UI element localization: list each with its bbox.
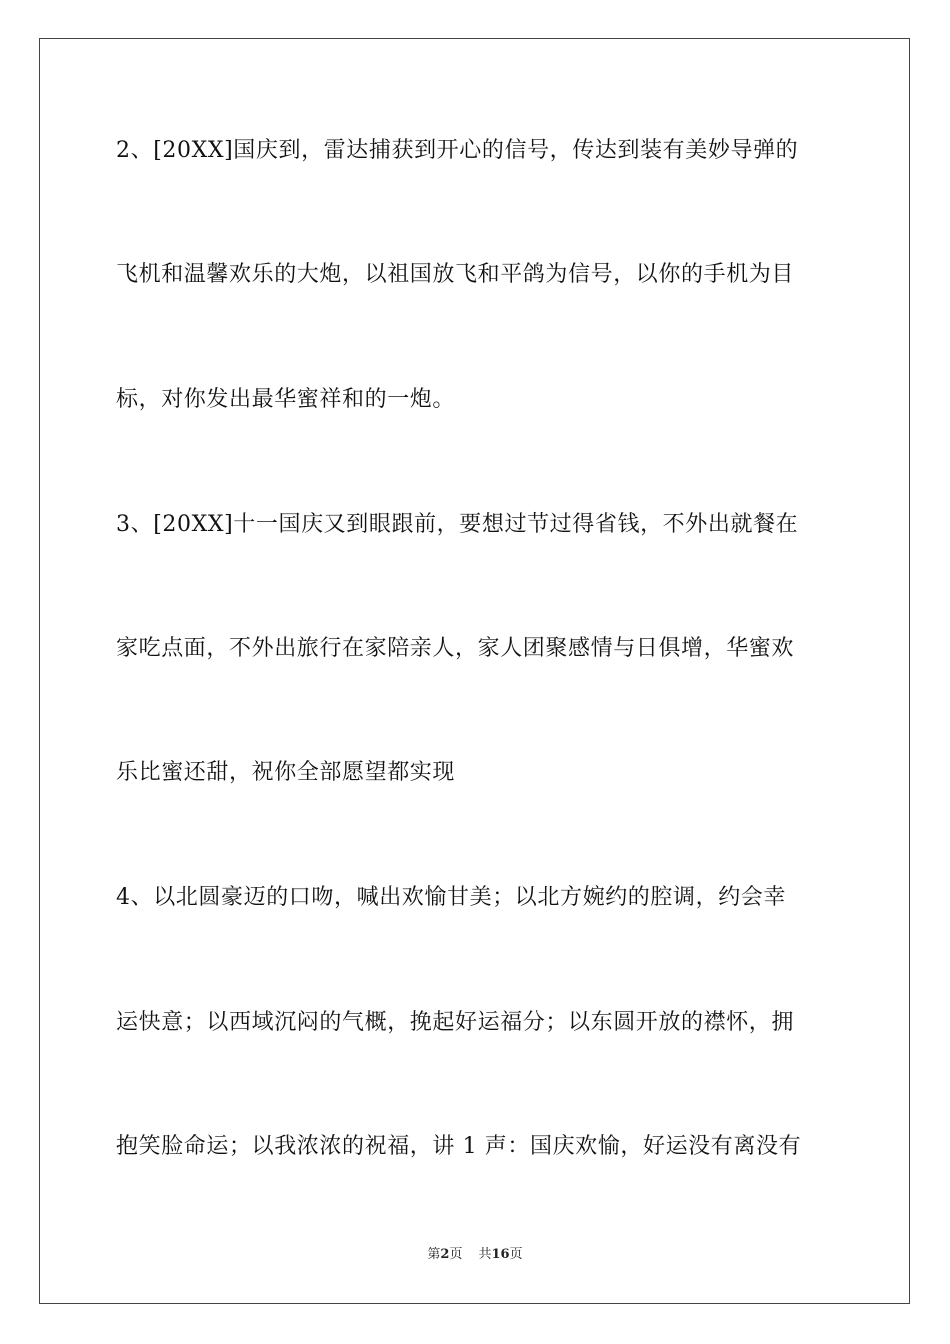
paragraph-line-7: 4、以北圆豪迈的口吻，喊出欢愉甘美；以北方婉约的腔调，约会幸 [116, 885, 786, 910]
page-footer [0, 1246, 950, 1264]
footer-total-suffix: 页 [509, 1247, 523, 1262]
paragraph-line-5: 家吃点面，不外出旅行在家陪亲人，家人团聚感情与日俱增，华蜜欢 [116, 636, 795, 661]
page-border [39, 38, 910, 1304]
paragraph-line-3: 标，对你发出最华蜜祥和的一炮。 [116, 387, 456, 412]
paragraph-line-4: 3、[20XX]十一国庆又到眼跟前，要想过节过得省钱，不外出就餐在 [116, 512, 799, 537]
paragraph-line-1: 2、[20XX]国庆到，雷达捕获到开心的信号，传达到装有美妙导弹的 [116, 138, 799, 163]
footer-total-pages: 16 [491, 1247, 510, 1262]
paragraph-line-8: 运快意；以西域沉闷的气概，挽起好运福分；以东圆开放的襟怀，拥 [116, 1010, 795, 1035]
footer-total-prefix: 共 [478, 1247, 492, 1262]
paragraph-line-2: 飞机和温馨欢乐的大炮，以祖国放飞和平鸽为信号，以你的手机为目 [116, 262, 795, 287]
footer-page-suffix: 页 [449, 1247, 463, 1262]
footer-page-number: 2 [440, 1247, 450, 1262]
paragraph-line-6: 乐比蜜还甜，祝你全部愿望都实现 [116, 760, 456, 785]
paragraph-line-9: 抱笑脸命运；以我浓浓的祝福，讲 1 声：国庆欢愉，好运没有离没有 [116, 1134, 802, 1159]
footer-page-prefix: 第 [427, 1247, 441, 1262]
